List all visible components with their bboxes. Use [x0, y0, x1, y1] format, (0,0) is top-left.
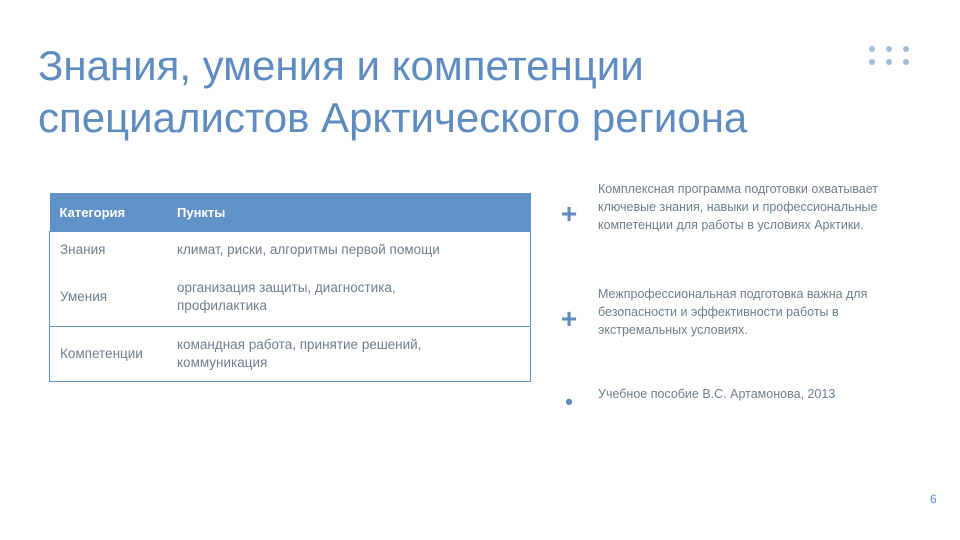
table-header-row [50, 193, 531, 232]
note-line: Учебное пособие В.С. Артамонова, 2013 [598, 387, 836, 401]
decorative-dots-icon [869, 46, 913, 68]
items-line: климат, риски, алгоритмы первой помощи [177, 242, 440, 257]
note-line: безопасности и эффективности работы в [598, 305, 839, 319]
dot-icon: • [565, 389, 573, 414]
items-cell [167, 232, 531, 269]
column-header-category: Категория [50, 193, 168, 232]
table-row [50, 268, 531, 327]
category-cell: Умения [50, 268, 168, 327]
slide-title-line: специалистов Арктического региона [38, 94, 748, 141]
items-line: профилактика [177, 298, 267, 313]
slide-title [38, 40, 858, 144]
plus-icon: + [560, 198, 578, 229]
plus-icon: + [560, 303, 578, 334]
items-cell [167, 327, 531, 382]
items-line: командная работа, принятие решений, [177, 337, 422, 352]
category-cell: Знания [50, 232, 168, 269]
note-paragraph [598, 180, 938, 234]
category-cell: Компетенции [50, 327, 168, 382]
page-number: 6 [930, 492, 937, 506]
competencies-table [49, 193, 531, 382]
items-line: коммуникация [177, 355, 268, 370]
items-line: организация защиты, диагностика, [177, 280, 396, 295]
note-paragraph [598, 385, 938, 403]
note-line: Комплексная программа подготовки охватывает [598, 182, 879, 196]
note-line: компетенции для работы в условиях Арктики. [598, 218, 864, 232]
note-line: ключевые знания, навыки и профессиональные [598, 200, 878, 214]
table-row [50, 232, 531, 269]
note-line: экстремальных условиях. [598, 323, 748, 337]
note-paragraph [598, 285, 938, 339]
note-line: Межпрофессиональная подготовка важна для [598, 287, 868, 301]
column-header-items: Пункты [167, 193, 531, 232]
slide-title-line: Знания, умения и компетенции [38, 42, 644, 89]
items-cell [167, 268, 531, 327]
table-row [50, 327, 531, 382]
